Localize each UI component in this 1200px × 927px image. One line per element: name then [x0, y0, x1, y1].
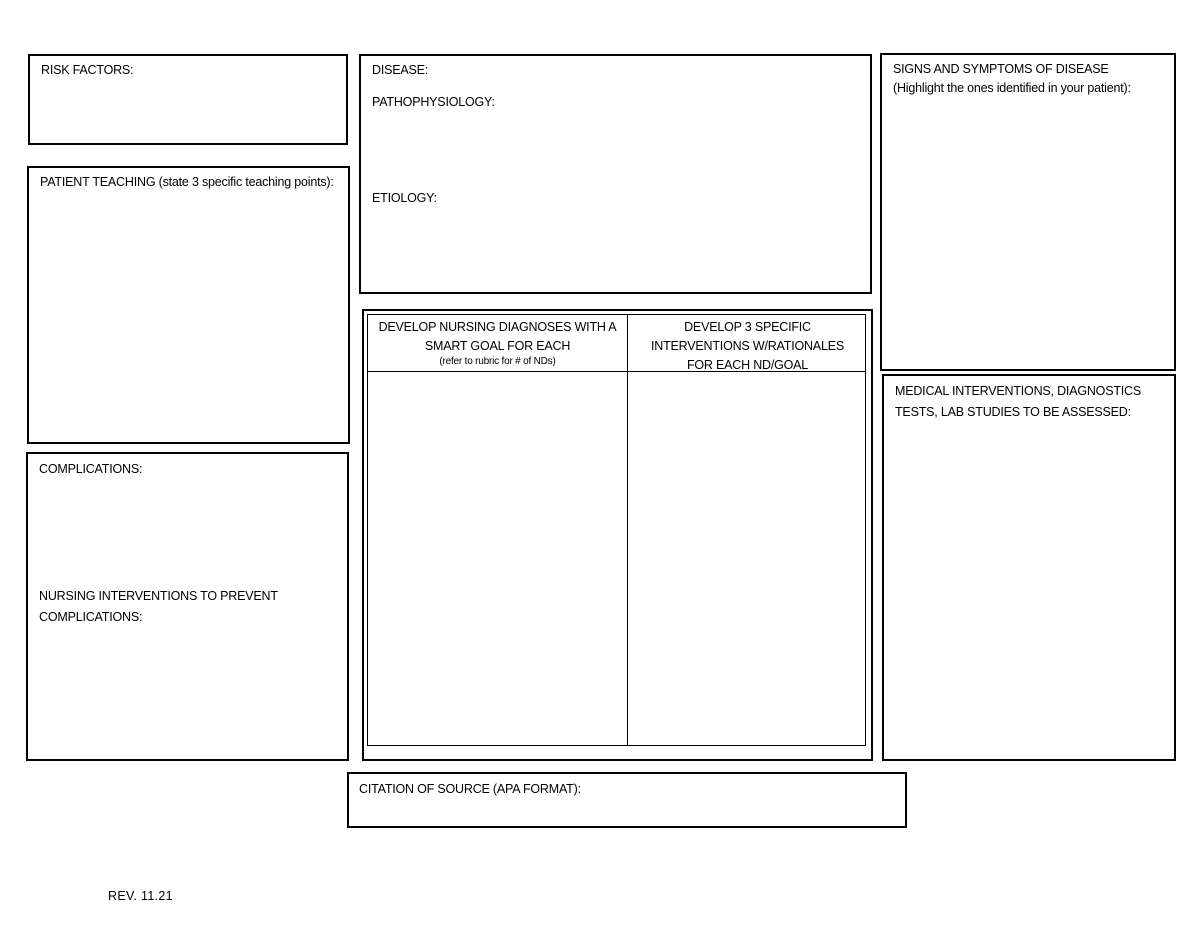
signs-symptoms-label: SIGNS AND SYMPTOMS OF DISEASE	[893, 62, 1109, 76]
medical-interventions-label: MEDICAL INTERVENTIONS, DIAGNOSTICS TESTS, LAB STUDIES TO BE ASSESSED:	[895, 384, 1142, 419]
disease-label: DISEASE:	[372, 63, 429, 77]
patient-teaching-box	[27, 166, 350, 444]
nursing-diagnoses-table	[367, 314, 866, 746]
patient-teaching-label: PATIENT TEACHING (state 3 specific teaching points):	[40, 175, 334, 189]
complications-label: COMPLICATIONS:	[39, 462, 143, 476]
nursing-diagnoses-header	[368, 318, 627, 367]
revision-label: REV. 11.21	[108, 889, 173, 903]
etiology-label: ETIOLOGY:	[372, 191, 437, 205]
nursing-interventions-label: NURSING INTERVENTIONS TO PREVENT COMPLICATIONS:	[39, 589, 278, 624]
interventions-header	[628, 318, 867, 375]
disease-box	[359, 54, 872, 294]
nursing-diagnoses-rubric-note: (refer to rubric for # of NDs)	[439, 356, 556, 367]
signs-symptoms-note: (Highlight the ones identified in your patient):	[893, 81, 1131, 95]
nursing-diagnoses-header-text: DEVELOP NURSING DIAGNOSES WITH A SMART GOAL FOR EACH	[378, 320, 617, 353]
interventions-header-text: DEVELOP 3 SPECIFIC INTERVENTIONS W/RATIONALES FOR EACH ND/GOAL	[651, 320, 844, 372]
citation-label: CITATION OF SOURCE (APA FORMAT):	[359, 782, 581, 796]
table-header-divider	[368, 371, 865, 372]
risk-factors-box	[28, 54, 348, 145]
complications-box	[26, 452, 349, 761]
table-column-divider	[627, 315, 628, 745]
pathophysiology-label: PATHOPHYSIOLOGY:	[372, 95, 495, 109]
medical-interventions-box	[882, 374, 1176, 761]
risk-factors-label: RISK FACTORS:	[41, 63, 134, 77]
citation-box	[347, 772, 907, 828]
signs-symptoms-box	[880, 53, 1176, 371]
